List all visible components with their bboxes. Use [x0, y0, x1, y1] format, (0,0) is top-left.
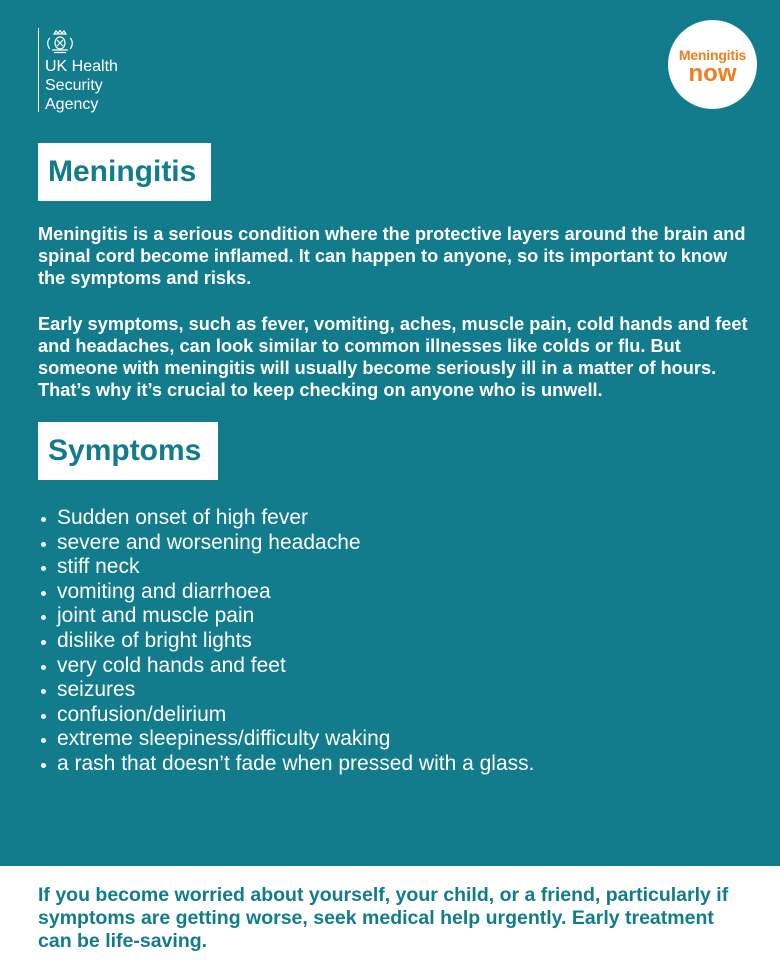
bullet-icon	[41, 714, 46, 719]
ukhsa-name	[45, 57, 165, 114]
symptom-item	[38, 531, 750, 556]
early-symptoms-paragraph: Early symptoms, such as fever, vomiting, aches, muscle pain, cold hands and feet and headaches, can look similar to common illnesses like colds or flu. But someone with meningitis will usually become seriously ill in a matter of hours. That’s why it’s crucial to keep checking on anyone who is unwell.	[38, 314, 748, 400]
symptom-text: a rash that doesn’t fade when pressed with a glass.	[57, 751, 535, 775]
bullet-icon	[41, 763, 46, 768]
symptom-item	[38, 506, 750, 531]
symptom-item	[38, 678, 750, 703]
royal-crest-icon	[45, 30, 75, 54]
symptom-item	[38, 629, 750, 654]
bullet-icon	[41, 665, 46, 670]
symptom-text: Sudden onset of high fever	[57, 506, 309, 529]
bullet-icon	[41, 542, 46, 547]
symptom-item	[38, 555, 750, 580]
symptoms-list	[38, 506, 750, 777]
meningitis-now-logo-line2: now	[688, 60, 737, 87]
symptom-text: dislike of bright lights	[57, 628, 252, 652]
bullet-icon	[41, 615, 46, 620]
meningitis-now-logo-line1: Meningitis	[678, 47, 747, 63]
symptom-text: severe and worsening headache	[57, 530, 361, 554]
ukhsa-logo	[38, 28, 118, 113]
ukhsa-line: Agency	[45, 96, 99, 113]
symptom-item	[38, 752, 750, 777]
intro-paragraph: Meningitis is a serious condition where the protective layers around the brain and spinal cord become inflamed. It can happen to anyone, so its important to know the symptoms and risks.	[38, 224, 746, 288]
symptom-item	[38, 703, 750, 728]
symptom-text: stiff neck	[57, 555, 140, 579]
symptom-text: extreme sleepiness/difficulty waking	[57, 727, 391, 751]
symptoms-heading-box	[38, 422, 218, 480]
symptom-text: seizures	[57, 678, 136, 702]
meningitis-heading-box	[38, 143, 211, 201]
symptom-text: vomiting and diarrhoea	[57, 579, 271, 603]
footer-advice: If you become worried about yourself, your child, or a friend, particularly if symptoms are getting worse, seek medical help urgently. Early treatment can be life-saving.	[38, 884, 729, 952]
bullet-icon	[41, 566, 46, 571]
meningitis-heading: Meningitis	[48, 155, 197, 188]
symptom-item	[38, 580, 750, 605]
symptom-item	[38, 727, 750, 752]
bullet-icon	[41, 640, 46, 645]
symptom-item	[38, 654, 750, 679]
symptom-text: confusion/delirium	[57, 702, 227, 726]
symptom-text: joint and muscle pain	[57, 604, 255, 628]
ukhsa-line: UK Health	[45, 58, 118, 75]
bullet-icon	[41, 689, 46, 694]
symptom-item	[38, 604, 750, 629]
ukhsa-line: Security	[45, 77, 103, 94]
bullet-icon	[41, 591, 46, 596]
footer-panel	[0, 866, 780, 975]
meningitis-now-logo	[668, 20, 757, 109]
symptoms-heading: Symptoms	[48, 434, 202, 467]
bullet-icon	[41, 517, 46, 522]
symptom-text: very cold hands and feet	[57, 653, 286, 677]
bullet-icon	[41, 738, 46, 743]
